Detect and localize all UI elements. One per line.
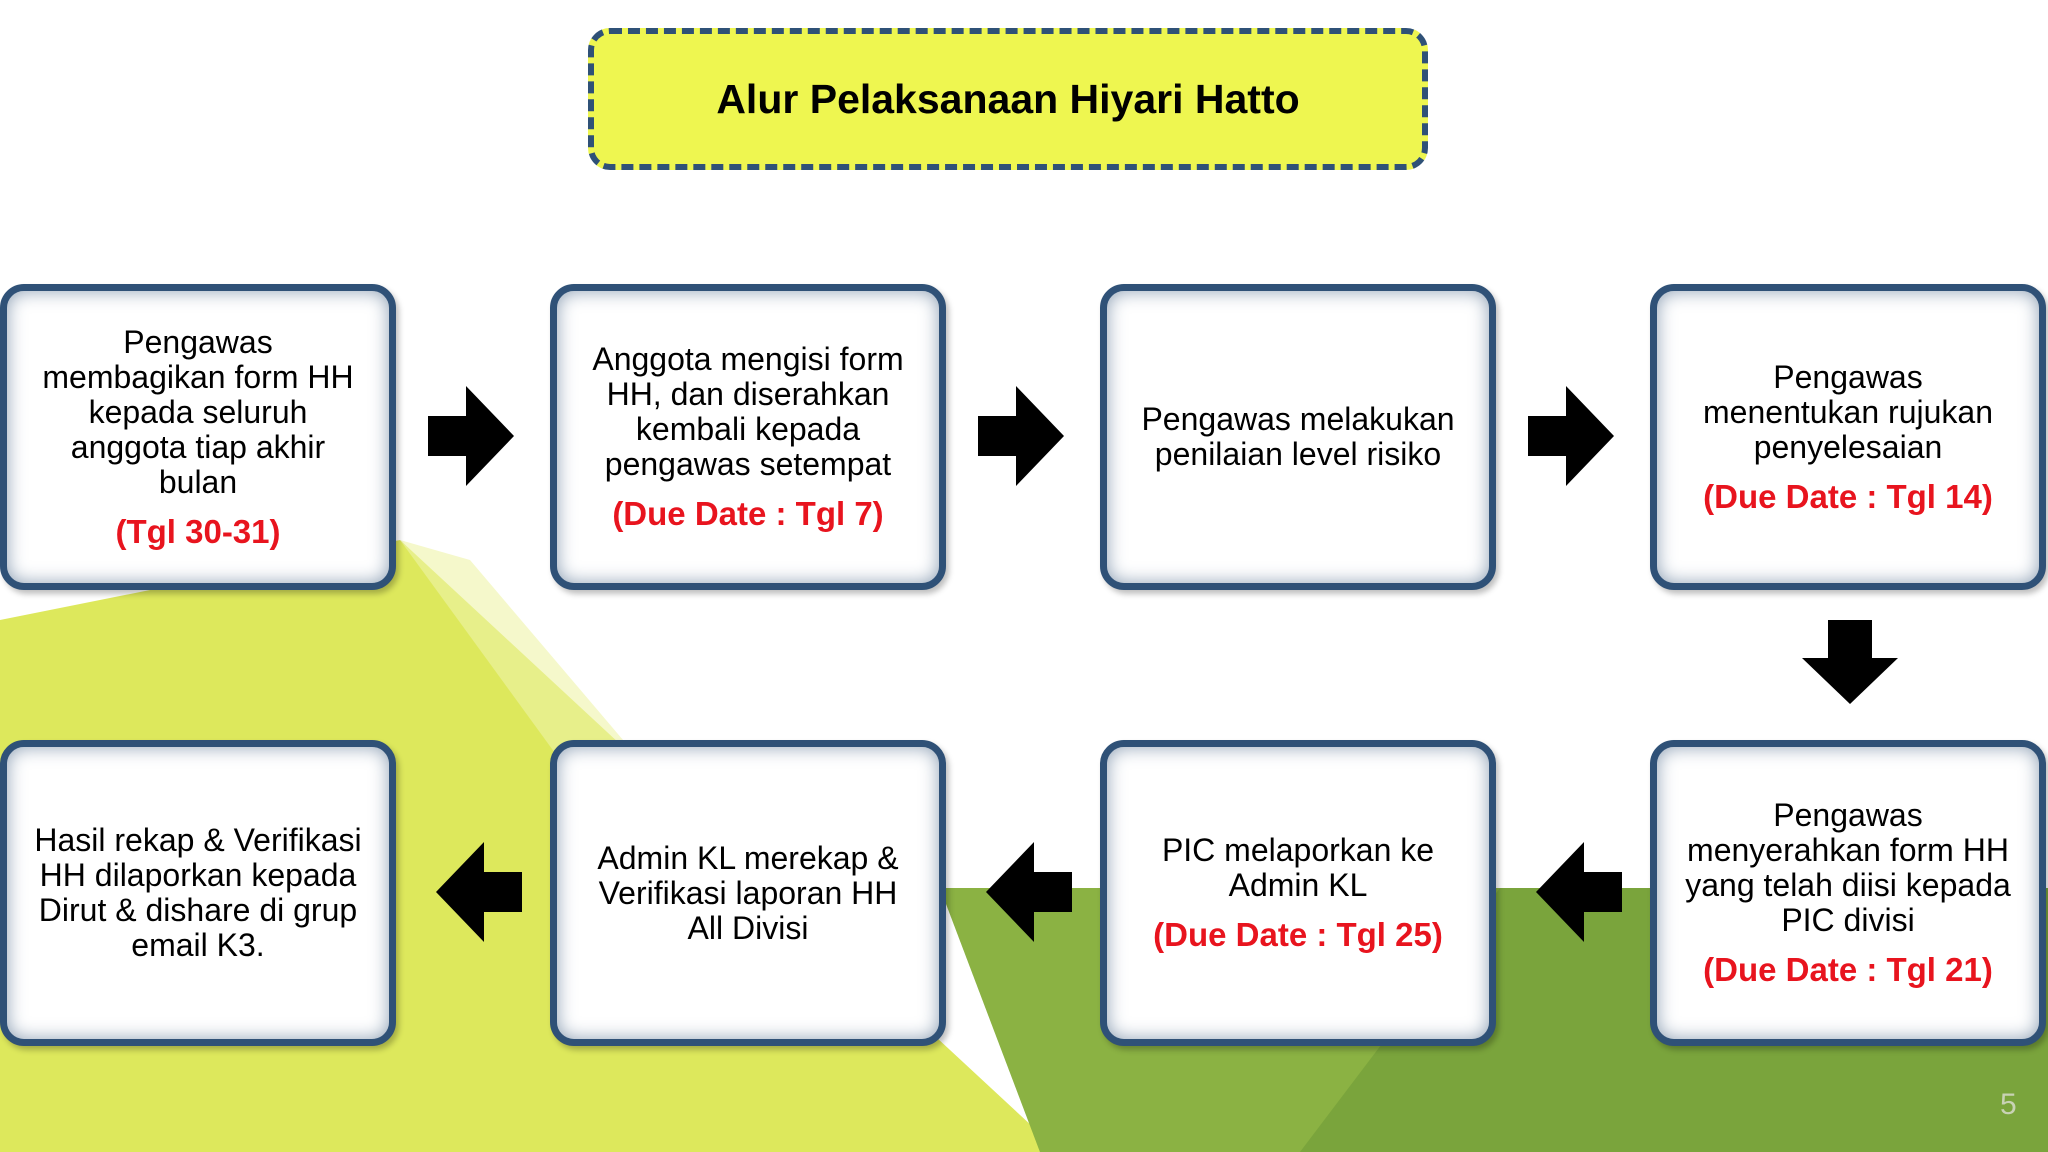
arrow-right-icon — [428, 386, 514, 486]
step-text-8: Hasil rekap & Verifikasi HH dilaporkan kepada Dirut & dishare di grup email K3. — [34, 822, 362, 963]
step-box-3 — [1100, 284, 1496, 590]
step-box-8 — [0, 740, 396, 1046]
step-text-2: Anggota mengisi form HH, dan diserahkan kembali kepada pengawas setempat — [592, 341, 904, 482]
step-box-6 — [1100, 740, 1496, 1046]
arrow-left-icon — [986, 842, 1072, 942]
step-date-5: (Due Date : Tgl 21) — [1703, 951, 1993, 988]
arrow-right-icon — [1528, 386, 1614, 486]
step-date-4: (Due Date : Tgl 14) — [1703, 477, 1993, 515]
step-text-3: Pengawas melakukan penilaian level risiko — [1141, 401, 1455, 472]
step-box-5 — [1650, 740, 2046, 1046]
step-text-7: Admin KL merekap & Verifikasi laporan HH All Divisi — [597, 839, 899, 946]
step-text-4: Pengawas menentukan rujukan penyelesaian — [1703, 358, 1993, 465]
step-text-1: Pengawas membagikan form HH kepada seluruh anggota tiap akhir bulan — [42, 323, 354, 500]
step-date-2: (Due Date : Tgl 7) — [612, 495, 884, 532]
arrow-right-icon — [978, 386, 1064, 486]
arrow-left-icon — [1536, 842, 1622, 942]
step-box-4 — [1650, 284, 2046, 590]
step-box-1 — [0, 284, 396, 590]
arrow-left-icon — [436, 842, 522, 942]
step-box-2 — [550, 284, 946, 590]
page-number: 5 — [2000, 1088, 2017, 1121]
step-text-6: PIC melaporkan ke Admin KL — [1161, 832, 1435, 903]
arrow-down-icon — [1802, 620, 1898, 704]
step-text-5: Pengawas menyerahkan form HH yang telah diisi kepada PIC divisi — [1685, 797, 2011, 938]
step-date-6: (Due Date : Tgl 25) — [1153, 916, 1443, 953]
title-box — [588, 28, 1428, 170]
step-box-7 — [550, 740, 946, 1046]
step-date-1: (Tgl 30-31) — [115, 512, 281, 550]
diagram-title: Alur Pelaksanaan Hiyari Hatto — [716, 75, 1300, 122]
